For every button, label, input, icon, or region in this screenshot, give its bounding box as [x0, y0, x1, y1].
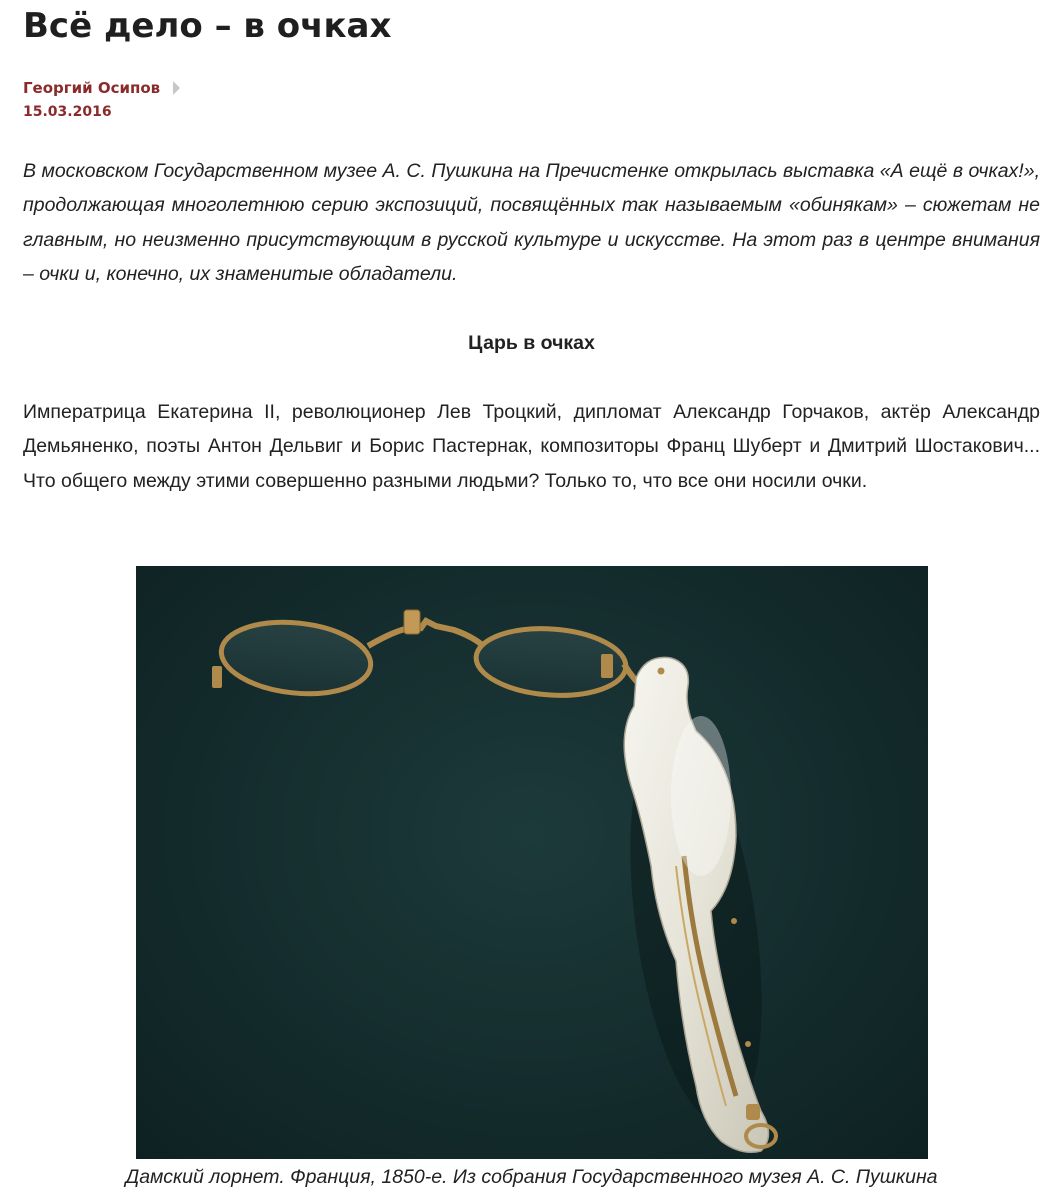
left-lens — [218, 615, 374, 700]
author-link[interactable]: Георгий Осипов — [23, 79, 161, 97]
triangle-right-icon — [173, 81, 180, 95]
article-title: Всё дело – в очках — [23, 6, 392, 46]
lorgnette-illustration — [136, 566, 928, 1159]
article-paragraph: Императрица Екатерина II, революционер Лев Троцкий, дипломат Александр Горчаков, актёр Александр Демьяненко, поэты Антон Дельвиг и Борис Пастернак, композиторы Франц Шуберт и Дмитрий Шостакович... Что общего между этими совершенно разными людьми? Только то, что все они носили очки. — [23, 401, 1040, 492]
author-line — [23, 77, 180, 99]
article-lead: В московском Государственном музее А. С. Пушкина на Пречистенке открылась выставка «А ещё в очках!», продолжающая многолетнюю серию экспозиций, посвящённых так называемым «обинякам» – сюжетам не главным, но неизменно присутствующим в русской культуре и искусстве. На этот раз в центре внимания – очки и, конечно, их знаменитые обладатели. — [23, 160, 1040, 285]
lorgnette-photo — [136, 566, 928, 1159]
section-heading: Царь в очках — [468, 332, 595, 354]
figure-caption: Дамский лорнет. Франция, 1850-е. Из собрания Государственного музея А. С. Пушкина — [125, 1166, 938, 1188]
publish-date: 15.03.2016 — [23, 104, 112, 120]
